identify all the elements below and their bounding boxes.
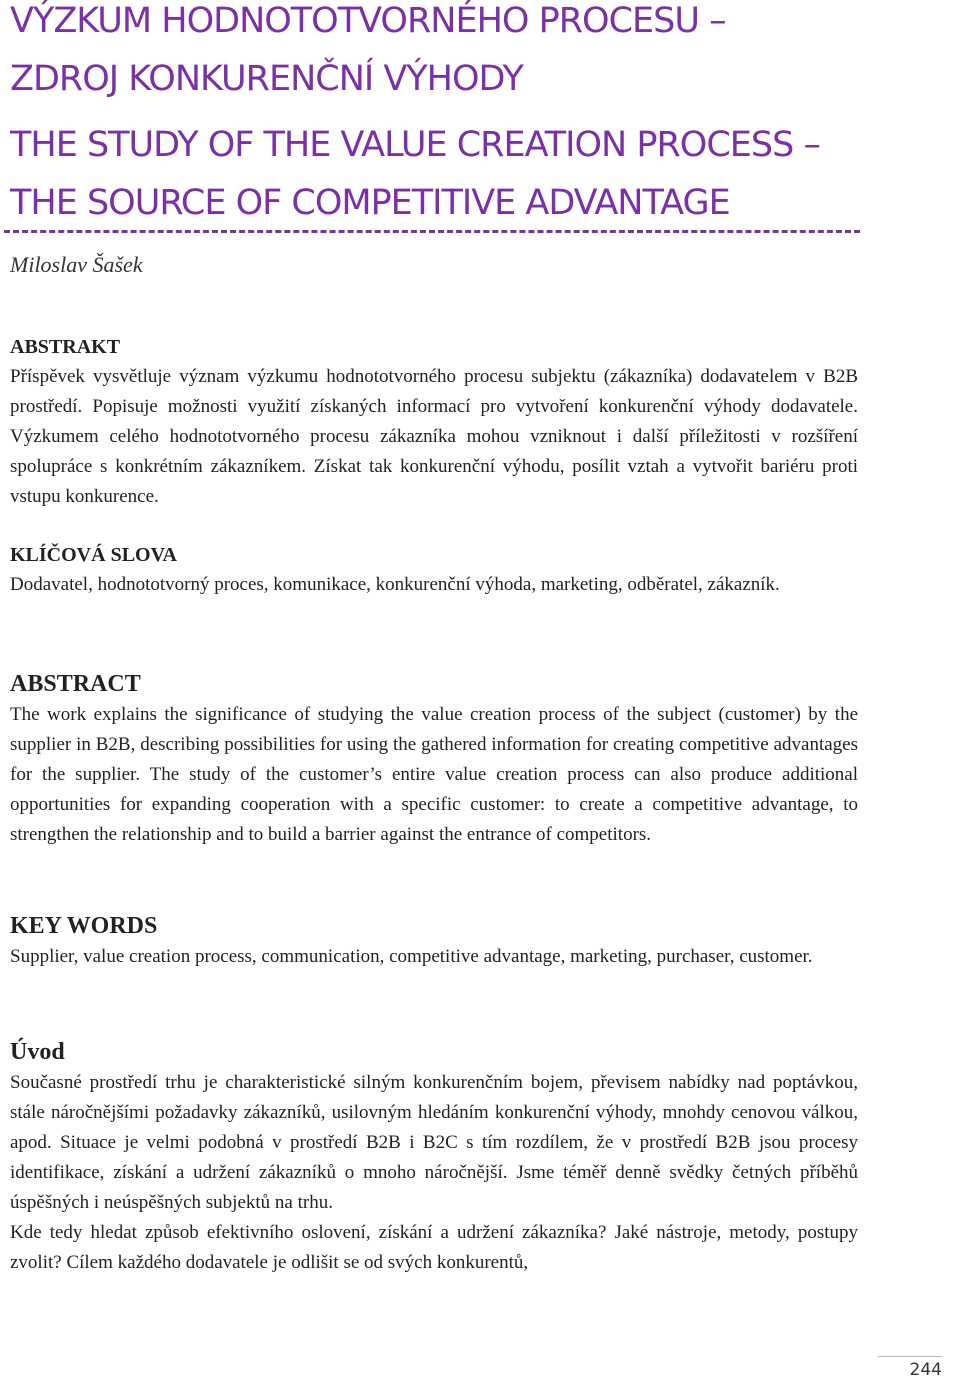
key-words-text: Supplier, value creation process, communication, competitive advantage, marketing, purchaser, customer. <box>10 946 813 967</box>
title-english-line-1: THE STUDY OF THE VALUE CREATION PROCESS – <box>10 125 820 165</box>
title-divider <box>4 230 860 233</box>
klicova-slova-heading: KLÍČOVÁ SLOVA <box>10 544 177 566</box>
title-english-line-2: THE SOURCE OF COMPETITIVE ADVANTAGE <box>10 183 730 223</box>
uvod-paragraph-1: Současné prostředí trhu je charakteristické silným konkurenčním bojem, převisem nabídky nad poptávkou, stále náročnějšími požadavky zákazníků, usilovným hledáním konkurenční výhody, mnohdy cenovou válkou, apod. Situace je velmi podobná v prostředí B2B i B2C s tím rozdílem, že v prostředí B2B jsou procesy identifikace, získání a udržení zákazníků o mnoho náročnější. Jsme téměř denně svědky četných příběhů úspěšných i neúspěšných subjektů na trhu. <box>10 1072 858 1213</box>
abstrakt-text: Příspěvek vysvětluje význam výzkumu hodnototvorného procesu subjektu (zákazníka) dodavatelem v B2B prostředí. Popisuje možnosti využití získaných informací pro vytvoření konkurenční výhody dodavatele. Výzkumem celého hodnototvorného procesu zákazníka mohou vzniknout i další příležitosti v rozšíření spolupráce s konkrétním zákazníkem. Získat tak konkurenční výhodu, posílit vztah a vytvořit bariéru proti vstupu konkurence. <box>10 366 858 507</box>
klicova-slova-section <box>10 540 858 600</box>
abstract-text: The work explains the significance of studying the value creation process of the subject (customer) by the supplier in B2B, describing possibilities for using the gathered information for creating competitive advantages for the supplier. The study of the customer’s entire value creation process can also produce additional opportunities for expanding cooperation with a specific customer: to create a competitive advantage, to strengthen the relationship and to build a barrier against the entrance of competitors. <box>10 704 858 845</box>
uvod-heading: Úvod <box>10 1039 65 1065</box>
uvod-section <box>10 1036 858 1278</box>
key-words-heading: KEY WORDS <box>10 913 158 939</box>
title-czech-line-1: VÝZKUM HODNOTOTVORNÉHO PROCESU – <box>10 1 726 41</box>
title-czech <box>10 0 726 116</box>
key-words-section <box>10 910 858 972</box>
abstract-section <box>10 668 858 850</box>
page-number: 244 <box>878 1356 942 1380</box>
abstract-heading: ABSTRACT <box>10 671 141 697</box>
klicova-slova-text: Dodavatel, hodnototvorný proces, komunikace, konkurenční výhoda, marketing, odběratel, zákazník. <box>10 574 780 595</box>
author-name: Miloslav Šašek <box>10 252 143 277</box>
title-czech-line-2: ZDROJ KONKURENČNÍ VÝHODY <box>10 59 523 99</box>
title-english <box>10 124 820 240</box>
abstrakt-section <box>10 332 858 512</box>
uvod-paragraph-2: Kde tedy hledat způsob efektivního oslovení, získání a udržení zákazníka? Jaké nástroje, metody, postupy zvolit? Cílem každého dodavatele je odlišit se od svých konkurentů, <box>10 1222 858 1273</box>
abstrakt-heading: ABSTRAKT <box>10 336 121 358</box>
